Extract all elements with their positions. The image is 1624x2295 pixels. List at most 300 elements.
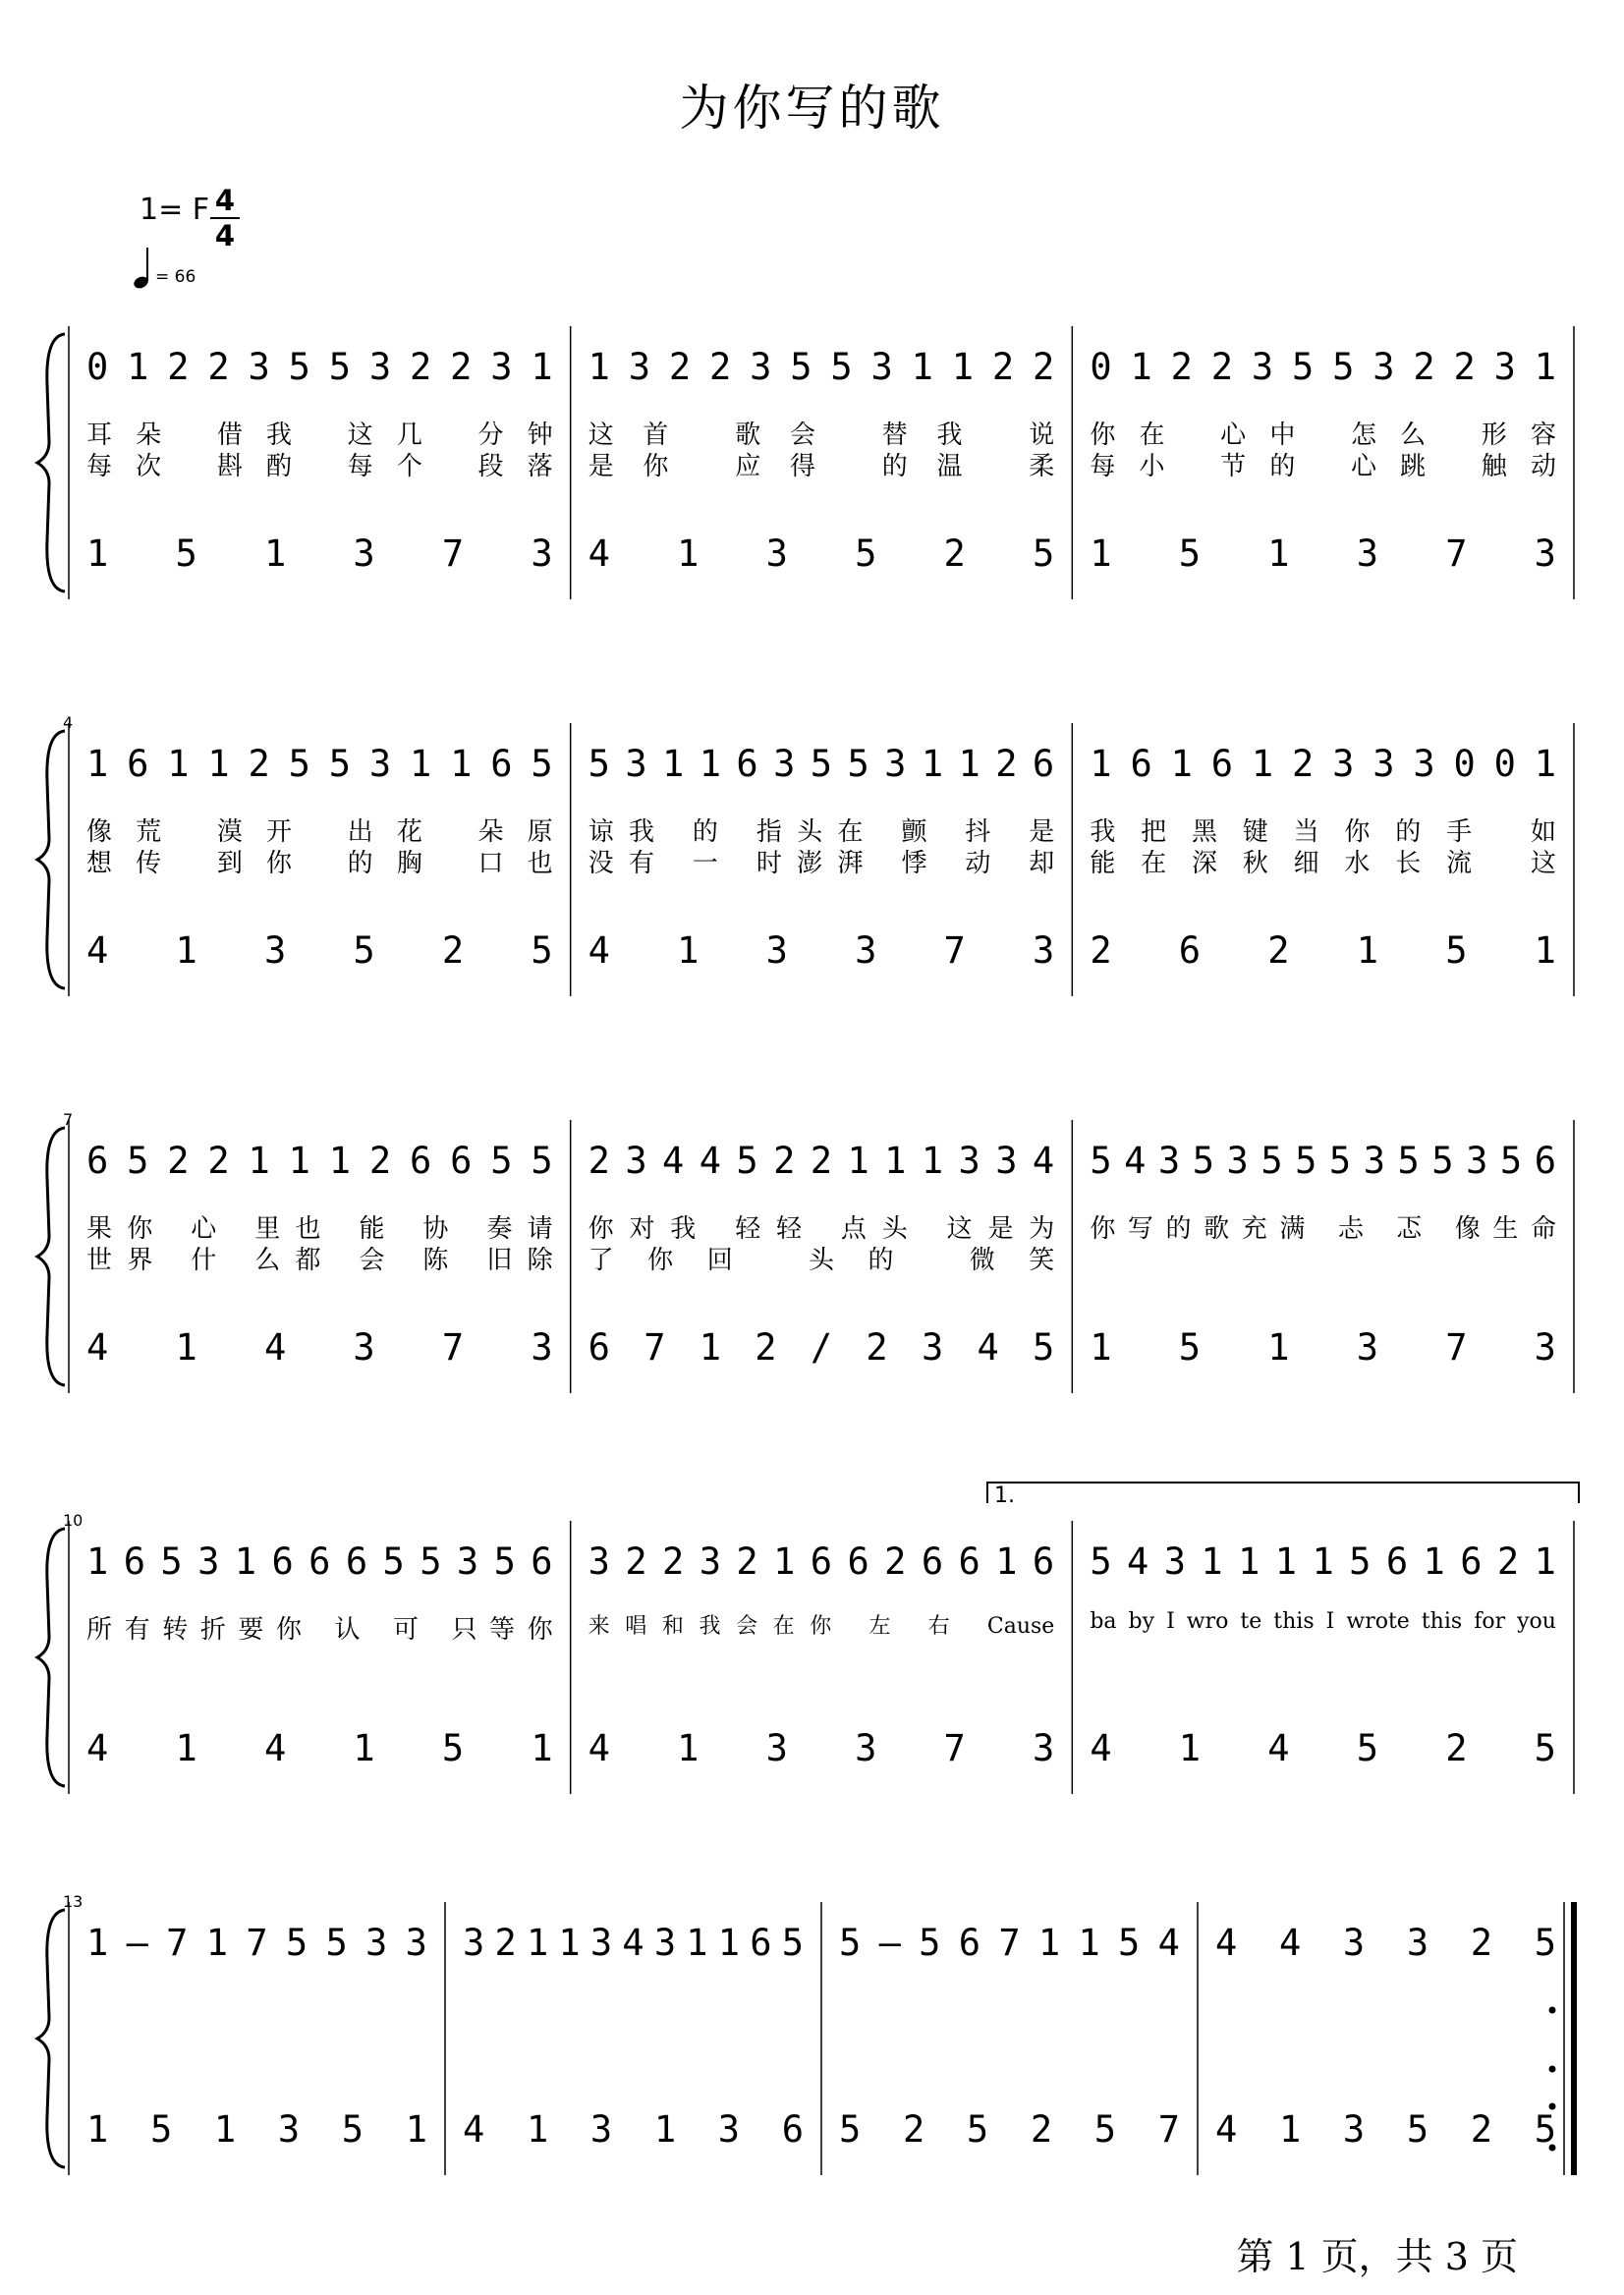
note-glyph: 3 [717,2108,741,2151]
melody-notes [588,1140,1055,1182]
note-glyph: 5 [328,743,352,785]
note-glyph: 5 [1328,1140,1352,1182]
bass-notes [86,532,553,575]
note-glyph: 3 [531,1326,553,1369]
note-glyph: 5 [325,1922,348,1964]
note-glyph: 1 [86,1540,109,1583]
note-glyph: 3 [1406,1922,1429,1964]
note-glyph: 1 [127,346,149,388]
note-glyph: 4 [1032,1140,1055,1182]
note-glyph: 5 [1260,1140,1283,1182]
note-glyph: 4 [588,929,610,972]
note-glyph: 3 [589,1922,613,1964]
note-glyph: 2 [167,1140,190,1182]
lyrics-verse-1: 你写的歌充满 忐 忑 像生命 [1090,1214,1556,1244]
melody-notes [86,1140,553,1182]
note-glyph: 3 [921,1326,944,1369]
note-glyph: 5 [1118,1922,1141,1964]
note-glyph: 7 [943,1727,966,1769]
brace-icon [37,334,65,591]
note-glyph: 3 [463,1922,485,1964]
note-glyph: 4 [662,1140,685,1182]
note-glyph: 5 [736,1140,758,1182]
note-glyph: 1 [531,1727,553,1769]
note-glyph: 4 [1278,1922,1302,1964]
note-glyph: 4 [86,929,109,972]
note-glyph: 2 [368,1140,392,1182]
note-glyph: 3 [277,2108,301,2151]
note-glyph: 5 [966,2108,989,2151]
note-glyph: 1 [175,1727,197,1769]
note-glyph: 2 [1170,346,1193,388]
note-glyph: 1 [1534,346,1556,388]
melody-notes [1215,1922,1556,1964]
repeat-dot [1549,2007,1556,2014]
note-glyph: 3 [1534,532,1556,575]
note-glyph: 5 [1090,1540,1112,1583]
note-glyph: 5 [1431,1140,1454,1182]
note-glyph: 3 [625,743,647,785]
melody-notes [588,743,1055,785]
measure-number: 7 [63,1110,74,1129]
note-glyph: 5 [1534,2108,1556,2151]
note-glyph: 3 [699,1540,721,1583]
score-system [0,326,1624,599]
note-glyph: 5 [382,1540,405,1583]
page-number: 第 1 页，共 3 页 [1236,2235,1518,2278]
note-glyph: 1 [167,743,190,785]
note-glyph: 6 [1032,1540,1055,1583]
note-glyph: 4 [622,1922,644,1964]
note-glyph: 3 [589,2108,613,2151]
note-glyph: – [126,1922,148,1964]
note-glyph: 4 [263,1326,287,1369]
note-glyph: 5 [1192,1140,1214,1182]
note-glyph: 3 [1033,929,1055,972]
bass-notes [588,1727,1055,1769]
note-glyph: 5 [781,1922,804,1964]
note-glyph: 2 [736,1540,758,1583]
note-glyph: 2 [450,346,473,388]
note-glyph: 1 [526,1922,549,1964]
note-glyph: 7 [644,1326,666,1369]
note-glyph: 4 [463,2108,485,2151]
note-glyph: 3 [353,1326,375,1369]
lyrics-verse-1: 我把黑键当你的手 如 [1090,817,1556,847]
note-glyph: 5 [288,743,310,785]
note-glyph: 1 [677,929,700,972]
note-glyph: 5 [810,743,833,785]
bass-notes [463,2108,804,2151]
note-glyph: 3 [1157,1140,1181,1182]
note-glyph: 3 [958,1140,980,1182]
note-glyph: 2 [1291,743,1315,785]
bass-notes [86,2108,427,2151]
lyrics-verse-1: 来唱和我会在你 左 右 Cause [588,1614,1055,1639]
note-glyph: 6 [308,1540,331,1583]
note-glyph: 6 [127,743,149,785]
note-glyph: 6 [958,1922,981,1964]
note-glyph: 1 [699,743,721,785]
note-glyph: 5 [288,346,310,388]
melody-notes [1090,1140,1556,1182]
note-glyph: 4 [977,1326,999,1369]
time-signature-bottom: 4 [214,219,236,252]
note-glyph: 2 [1413,346,1435,388]
note-glyph: 6 [1534,1140,1556,1182]
note-glyph: 4 [263,1727,287,1769]
note-glyph: 7 [246,1922,268,1964]
note-glyph: 1 [884,1140,907,1182]
bass-notes [1090,532,1556,575]
note-glyph: 5 [1534,1922,1556,1964]
lyrics-verse-1: 像荒 漠开 出花 朵原 [86,817,553,847]
lyrics-verse-1: 你在 心中 怎么 形容 [1090,420,1556,450]
note-glyph: 1 [175,1326,197,1369]
note-glyph: 1 [288,1140,310,1182]
note-glyph: 5 [490,1140,513,1182]
note-glyph: 7 [998,1922,1021,1964]
lyrics-verse-2: 每次 斟酌 每个 段落 [86,452,553,481]
note-glyph: 1 [1170,743,1193,785]
note-glyph: 3 [1356,532,1379,575]
note-glyph: 5 [531,929,553,972]
score-system [0,1511,1624,1794]
note-glyph: 5 [149,2108,173,2151]
note-glyph: 4 [588,532,610,575]
time-signature-top: 4 [214,184,236,217]
lyrics-verse-2: 没有 一 时澎湃 悸 动 却 [588,849,1055,878]
note-glyph: 1 [1267,1326,1290,1369]
melody-notes [588,346,1055,388]
note-glyph: 3 [368,346,392,388]
note-glyph: 2 [995,743,1018,785]
note-glyph: 5 [1356,1727,1379,1769]
note-glyph: 1 [86,743,109,785]
note-glyph: 1 [328,1140,352,1182]
note-glyph: 5 [855,532,877,575]
note-glyph: 3 [456,1540,479,1583]
note-glyph: 1 [1037,1922,1061,1964]
note-glyph: 6 [1130,743,1152,785]
note-glyph: 3 [1163,1540,1186,1583]
note-glyph: 1 [653,2108,677,2151]
note-glyph: 2 [902,2108,925,2151]
note-glyph: 3 [625,1140,647,1182]
note-glyph: 6 [750,1922,772,1964]
note-glyph: 3 [405,1922,427,1964]
note-glyph: 2 [773,1140,796,1182]
note-glyph: 1 [717,1922,741,1964]
note-glyph: 3 [1534,1326,1556,1369]
note-glyph: 1 [951,346,975,388]
note-glyph: 4 [1215,2108,1238,2151]
note-glyph: 5 [1397,1140,1420,1182]
note-glyph: / [810,1326,833,1369]
note-glyph: 6 [271,1540,294,1583]
note-glyph: 3 [1226,1140,1249,1182]
note-glyph: 1 [263,532,287,575]
time-signature [210,185,240,252]
note-glyph: 1 [1267,532,1290,575]
note-glyph: 5 [531,743,553,785]
note-glyph: 5 [1534,1727,1556,1769]
note-glyph: 3 [490,346,513,388]
note-glyph: 2 [1470,1922,1493,1964]
note-glyph: 2 [662,1540,685,1583]
note-glyph: 2 [943,532,966,575]
melody-notes [839,1922,1180,1964]
note-glyph: 3 [765,532,788,575]
note-glyph: 7 [441,1326,465,1369]
bass-notes [588,532,1055,575]
lyrics-verse-2: 每小 节的 心跳 触动 [1090,452,1556,481]
note-glyph: 3 [1493,346,1516,388]
measure-number: 4 [63,713,74,732]
melody-notes [86,346,553,388]
note-glyph: 1 [86,1922,109,1964]
note-glyph: 1 [213,2108,237,2151]
note-glyph: 1 [911,346,933,388]
tempo-value: = 66 [155,267,196,287]
note-glyph: 0 [1090,346,1112,388]
note-glyph: 5 [285,1922,308,1964]
note-glyph: 3 [765,929,788,972]
score-system [0,1110,1624,1393]
bass-notes [86,1727,553,1769]
note-glyph: 6 [588,1326,610,1369]
note-glyph: 3 [1466,1140,1488,1182]
note-glyph: 3 [1372,346,1395,388]
note-glyph: 1 [677,532,700,575]
note-glyph: 1 [1078,1922,1100,1964]
note-glyph: 2 [1496,1540,1520,1583]
note-glyph: 6 [1460,1540,1483,1583]
note-glyph: 5 [420,1540,442,1583]
note-glyph: 5 [353,929,375,972]
note-glyph: 6 [810,1540,833,1583]
note-glyph: 4 [86,1727,109,1769]
note-glyph: 5 [1406,2108,1429,2151]
note-glyph: 6 [1178,929,1202,972]
note-glyph: 5 [1090,1140,1112,1182]
note-glyph: 5 [790,346,812,388]
note-glyph: 6 [450,1140,473,1182]
bass-notes [86,1326,553,1369]
note-glyph: 1 [588,346,610,388]
note-glyph: 6 [958,1540,980,1583]
note-glyph: 7 [1157,2108,1180,2151]
note-glyph: 1 [248,1140,270,1182]
note-glyph: 3 [628,346,651,388]
note-glyph: 4 [588,1727,610,1769]
note-glyph: 5 [1295,1140,1317,1182]
note-glyph: 5 [441,1727,465,1769]
note-glyph: 2 [1033,346,1055,388]
note-glyph: 3 [870,346,893,388]
note-glyph: 5 [341,2108,364,2151]
lyrics-verse-1: ba by I wro te this I wrote this for you [1090,1609,1556,1634]
note-glyph: 3 [1251,346,1274,388]
note-glyph: 5 [531,1140,553,1182]
note-glyph: 2 [810,1140,833,1182]
melody-notes [86,743,553,785]
lyrics-verse-1: 所有转折要你 认 可 只等你 [86,1615,553,1645]
note-glyph: 3 [995,1140,1018,1182]
note-glyph: 4 [1127,1540,1149,1583]
note-glyph: 7 [441,532,465,575]
note-glyph: 2 [207,346,230,388]
note-glyph: 2 [207,1140,230,1182]
score-title: 为你写的歌 [679,80,945,137]
note-glyph: 2 [588,1140,610,1182]
note-glyph: 7 [943,929,966,972]
note-glyph: 1 [1130,346,1152,388]
lyrics-verse-1: 果你 心 里也 能 协 奏请 [86,1214,553,1244]
note-glyph: 2 [755,1326,777,1369]
note-glyph: – [878,1922,901,1964]
note-glyph: 5 [1033,532,1055,575]
bass-notes [1090,929,1556,972]
note-glyph: 1 [1534,929,1556,972]
note-glyph: 5 [839,2108,862,2151]
note-glyph: 2 [1210,346,1233,388]
bass-notes [839,2108,1180,2151]
note-glyph: 6 [921,1540,944,1583]
note-glyph: 6 [847,1540,869,1583]
melody-notes [86,1540,553,1583]
note-glyph: 6 [1210,743,1233,785]
note-glyph: 1 [1238,1540,1260,1583]
note-glyph: 5 [839,1922,862,1964]
note-glyph: 6 [1032,743,1055,785]
note-glyph: 1 [995,1540,1018,1583]
note-glyph: 5 [1445,929,1468,972]
note-glyph: 5 [1349,1540,1372,1583]
bass-notes [588,929,1055,972]
note-glyph: 3 [765,1727,788,1769]
note-glyph: 1 [1312,1540,1334,1583]
note-glyph: 3 [750,346,772,388]
note-glyph: 3 [1413,743,1435,785]
note-glyph: 1 [175,929,197,972]
bass-notes [86,929,553,972]
note-glyph: 1 [662,743,685,785]
note-glyph: 6 [1385,1540,1409,1583]
note-glyph: 2 [494,1922,517,1964]
note-glyph: 3 [773,743,796,785]
note-glyph: 1 [410,743,432,785]
note-glyph: 1 [531,346,553,388]
repeat-dot [1549,2066,1556,2073]
note-glyph: 3 [1356,1326,1379,1369]
note-glyph: 5 [127,1140,149,1182]
bass-notes [1090,1727,1556,1769]
note-glyph: 1 [921,1140,944,1182]
measure-number: 13 [63,1892,84,1911]
brace-icon [37,1910,65,2167]
note-glyph: 2 [441,929,465,972]
lyrics-verse-2: 了你回 头的 微笑 [588,1246,1055,1275]
note-glyph: 1 [1423,1540,1445,1583]
note-glyph: 2 [1445,1727,1468,1769]
note-glyph: 6 [490,743,513,785]
note-glyph: 1 [686,1922,708,1964]
note-glyph: 2 [991,346,1015,388]
note-glyph: 3 [1033,1727,1055,1769]
note-glyph: 6 [781,2108,804,2151]
lyrics-verse-1: 耳朵 借我 这几 分钟 [86,420,553,450]
measure-number: 10 [63,1511,84,1530]
note-glyph: 6 [86,1140,109,1182]
melody-notes [86,1922,427,1964]
key-signature: 1= F [140,193,210,227]
note-glyph: 1 [234,1540,257,1583]
note-glyph: 1 [1251,743,1274,785]
note-glyph: 3 [1342,2108,1366,2151]
bass-notes [1090,1326,1556,1369]
note-glyph: 6 [410,1140,432,1182]
note-glyph: 0 [1493,743,1516,785]
note-glyph: 5 [1178,1326,1202,1369]
note-glyph: 3 [653,1922,677,1964]
note-glyph: 2 [248,743,270,785]
note-glyph: 4 [1090,1727,1112,1769]
score-system [0,1892,1624,2175]
note-glyph: 3 [197,1540,220,1583]
note-glyph: 4 [1124,1140,1147,1182]
note-glyph: 3 [1342,1922,1366,1964]
melody-notes [463,1922,804,1964]
lyrics-verse-1: 谅我 的 指头在 颤 抖 是 [588,817,1055,847]
note-glyph: 5 [919,1922,941,1964]
note-glyph: 2 [1470,2108,1493,2151]
note-glyph: 1 [1534,743,1556,785]
note-glyph: 0 [1453,743,1476,785]
note-glyph: 4 [699,1140,721,1182]
note-glyph: 2 [625,1540,647,1583]
lyrics-verse-2: 是你 应得 的温 柔 [588,452,1055,481]
note-glyph: 5 [830,346,853,388]
note-glyph: 1 [1090,743,1112,785]
note-glyph: 4 [1267,1727,1290,1769]
note-glyph: 3 [365,1922,388,1964]
note-glyph: 1 [450,743,473,785]
note-glyph: 5 [1033,1326,1055,1369]
note-glyph: 2 [866,1326,888,1369]
note-glyph: 1 [1090,1326,1112,1369]
brace-icon [37,1529,65,1786]
note-glyph: 3 [884,743,907,785]
note-glyph: 5 [1332,346,1355,388]
note-glyph: 5 [493,1540,516,1583]
lyrics-verse-2: 能在深秋细水长流 这 [1090,849,1556,878]
volta-label: 1. [994,1483,1015,1508]
score-system [0,713,1624,996]
note-glyph: 3 [531,532,553,575]
note-glyph: 1 [847,1140,869,1182]
note-glyph: 7 [1445,1326,1468,1369]
note-glyph: 5 [1093,2108,1117,2151]
brace-icon [37,731,65,988]
note-glyph: 4 [86,1326,109,1369]
note-glyph: 2 [1267,929,1290,972]
volta-bracket [986,1482,1580,1508]
note-glyph: 4 [1157,1922,1180,1964]
bass-notes [1215,2108,1556,2151]
lyrics-verse-2: 想传 到你 的胸 口也 [86,849,553,878]
note-glyph: 6 [123,1540,145,1583]
